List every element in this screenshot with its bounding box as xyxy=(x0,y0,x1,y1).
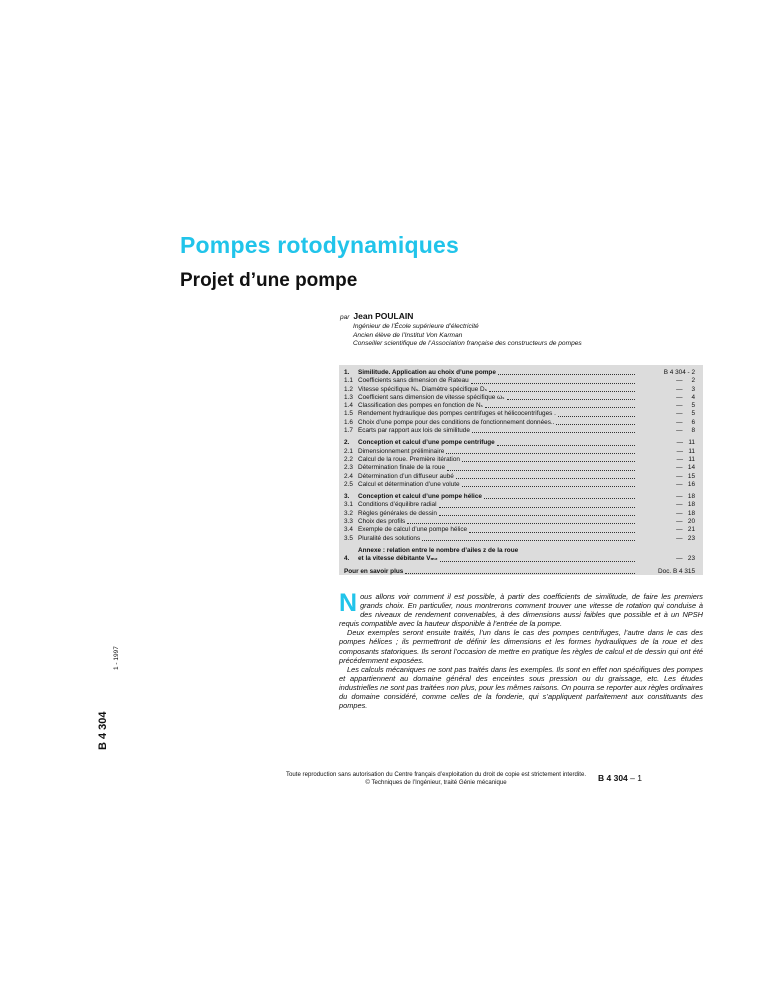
toc-entry[interactable] xyxy=(344,501,697,509)
toc-entry[interactable] xyxy=(344,568,697,576)
toc-entry[interactable] xyxy=(344,456,697,464)
toc-entry-title xyxy=(358,464,637,472)
toc-entry-title-line: Annexe : relation entre le nombre d’ailes z de la roue xyxy=(358,546,519,554)
toc-entry-page: — 3 xyxy=(676,385,695,393)
toc-entry-page: — 5 xyxy=(676,410,695,418)
toc-entry[interactable] xyxy=(344,410,697,418)
toc-entry-title xyxy=(358,402,637,410)
toc-entry-page: — 21 xyxy=(676,526,695,534)
toc-entry-number: 2.3 xyxy=(344,464,353,472)
intro-paragraph xyxy=(339,589,703,629)
toc-entry-number: 3.5 xyxy=(344,534,353,542)
toc-entry-page: — 18 xyxy=(676,493,695,501)
toc-entry-page: — 16 xyxy=(676,480,695,488)
toc-entry-label: Vitesse spécifique Nₛ. Diamètre spécifique Dₛ xyxy=(358,385,487,393)
toc-entry-page: — 20 xyxy=(676,518,695,526)
toc-entry-page: — 18 xyxy=(676,501,695,509)
drop-cap: N xyxy=(339,589,358,617)
author-credential: Conseiller scientifique de l’Association française des constructeurs de pompes xyxy=(353,340,582,348)
toc-entry-page: — 4 xyxy=(676,393,695,401)
toc-section xyxy=(344,547,697,564)
toc-entry-number: 2. xyxy=(344,439,350,447)
toc-entry-number: 3.3 xyxy=(344,518,353,526)
side-reference: B 4 304 xyxy=(97,711,109,750)
author-prefix: par xyxy=(340,314,350,321)
toc-entry-number: 1.1 xyxy=(344,377,353,385)
toc-entry[interactable] xyxy=(344,526,697,534)
toc-entry[interactable] xyxy=(344,369,697,377)
toc-entry-label: Coefficients sans dimension de Rateau xyxy=(358,377,469,385)
introduction xyxy=(339,589,703,711)
toc-entry-label: Règles générales de dessin xyxy=(358,509,437,517)
toc-entry-label: Pour en savoir plus xyxy=(344,567,404,575)
toc-entry[interactable] xyxy=(344,427,697,435)
author-line xyxy=(340,311,700,323)
author-block xyxy=(340,311,700,349)
toc-entry-label: Calcul et détermination d’une volute xyxy=(358,480,460,488)
toc-entry-title xyxy=(358,369,637,377)
toc-entry[interactable] xyxy=(344,386,697,394)
footer-line: Toute reproduction sans autorisation du Centre français d’exploitation du droit de copie est strictement interdite. xyxy=(285,771,587,778)
toc-entry[interactable] xyxy=(344,439,697,447)
toc-entry-page: — 18 xyxy=(676,509,695,517)
toc-entry-title xyxy=(358,473,637,481)
toc-entry-label: Coefficient sans dimension de vitesse spécifique ωₛ xyxy=(358,393,505,401)
author-credential: Ingénieur de l’École supérieure d’électricité xyxy=(353,323,479,330)
toc-entry-number: 1. xyxy=(344,369,350,376)
toc-entry-title xyxy=(358,535,637,543)
toc-entry-page: B 4 304 - 2 xyxy=(663,369,695,376)
toc-entry-label: Conception et calcul d’une pompe centrifuge xyxy=(358,439,495,447)
toc-entry-title xyxy=(358,501,637,509)
toc-entry-page: — 14 xyxy=(676,464,695,472)
toc-entry-label: Écarts par rapport aux lois de similitude xyxy=(358,427,470,435)
toc-entry-label: Exemple de calcul d’une pompe hélice xyxy=(358,526,468,534)
toc-entry-title xyxy=(358,427,637,435)
toc-entry-label: Détermination finale de la roue xyxy=(358,464,446,472)
toc-entry-number: 3.4 xyxy=(344,526,353,534)
toc-section xyxy=(344,369,697,435)
toc-entry-number: 1.6 xyxy=(344,418,353,426)
toc-entry-number: 1.4 xyxy=(344,402,353,410)
toc-entry-title xyxy=(358,448,637,456)
toc-entry-label: Pluralité des solutions xyxy=(358,534,421,542)
author-name: Jean POULAIN xyxy=(353,311,414,321)
toc-entry-title xyxy=(344,568,637,576)
toc-entry-title xyxy=(358,481,637,489)
toc-entry-number: 1.5 xyxy=(344,410,353,418)
toc-entry[interactable] xyxy=(344,535,697,543)
toc-entry-label: Conception et calcul d’une pompe hélice xyxy=(358,493,482,501)
toc-entry-title xyxy=(358,419,637,427)
toc-entry[interactable] xyxy=(344,510,697,518)
toc-entry-title-line: et la vitesse débitante Vₘ₂ xyxy=(358,555,438,563)
document-code: B 4 304 xyxy=(598,773,628,783)
document-subtitle: Projet d’une pompe xyxy=(180,270,358,291)
toc-entry-page: Doc. B 4 315 xyxy=(658,567,695,575)
toc-entry-number: 1.3 xyxy=(344,393,353,401)
toc-entry-number: 3. xyxy=(344,493,350,501)
toc-entry-label: Choix des profils xyxy=(358,518,406,526)
toc-entry-page: — 8 xyxy=(676,427,695,435)
toc-entry-title xyxy=(358,493,637,501)
toc-entry-title xyxy=(358,526,637,534)
toc-entry[interactable] xyxy=(344,377,697,385)
toc-entry[interactable] xyxy=(344,473,697,481)
toc-entry-page: — 11 xyxy=(676,455,695,463)
toc-entry[interactable] xyxy=(344,547,697,564)
toc-entry-page: — 15 xyxy=(676,472,695,480)
toc-entry-number: 2.1 xyxy=(344,447,353,455)
toc-entry-label: Choix d’une pompe pour des conditions de fonctionnement données.. xyxy=(358,418,555,426)
intro-paragraph: Les calculs mécaniques ne sont pas traités dans les exemples. Ils sont en effet non spécifiques des pompes et appartiennent au domaine général des enceintes sous pression ou du graissage, etc. Les études industrielles ne sont pas traitées non plus, pour les mêmes raisons. On pourra se reporter aux règles ordinaires du domaine considéré, comme celles de la fonderie, qui s’appliquent parfaitement aux constituants des pompes. xyxy=(339,664,703,711)
toc-entry-number: 4. xyxy=(344,555,350,563)
toc-entry-page: — 11 xyxy=(676,439,695,447)
side-date: 1 - 1997 xyxy=(113,646,120,670)
toc-entry-page: — 2 xyxy=(676,377,695,385)
toc-section xyxy=(344,493,697,543)
toc-entry-title xyxy=(358,410,637,418)
toc-entry-label: Conditions d’équilibre radial xyxy=(358,501,437,509)
toc-entry[interactable] xyxy=(344,419,697,427)
document-title: Pompes rotodynamiques xyxy=(180,232,459,258)
page-reference xyxy=(598,773,642,783)
toc-entry-number: 2.2 xyxy=(344,455,353,463)
toc-entry-label: Dimensionnement préliminaire xyxy=(358,447,445,455)
toc-entry-title xyxy=(358,518,637,526)
toc-section xyxy=(344,568,697,576)
author-credential: Ancien élève de l’Institut Von Karman xyxy=(353,331,463,339)
toc-entry-label: Calcul de la roue. Première itération xyxy=(358,455,460,463)
toc-entry[interactable] xyxy=(344,394,697,402)
toc-entry-label: Rendement hydraulique des pompes centrifuges et hélicocentrifuges . xyxy=(358,410,556,418)
page-number: – 1 xyxy=(627,773,642,783)
toc-entry-label: Détermination d’un diffuseur aubé xyxy=(358,472,454,480)
table-of-contents xyxy=(339,365,703,575)
toc-entry-number: 1.7 xyxy=(344,427,353,435)
intro-paragraph-text: ous allons voir comment il est possible, à partir des coefficients de similitude, de faire les premiers grands choix. En particulier, nous montrerons comment trouver une vitesse de rotation qui conduise à des niveaux de rendement convenables, à des dimensions aussi faibles que possible et à un NPSH requis compatible avec la hauteur disponible à l’entrée de la pompe. xyxy=(339,592,703,629)
intro-paragraph: Deux exemples seront ensuite traités, l’un dans le cas des pompes centrifuges, l’autre dans le cas des pompes hélices ; ils permettront de définir les dimensions et les formes hydrauliques de la roue et des composants statoriques. Ils seront l’occasion de mettre en pratique les règles de calcul et de dessin qui ont été précédemment exposées. xyxy=(339,628,703,665)
toc-entry-page: — 11 xyxy=(676,447,695,455)
toc-entry[interactable] xyxy=(344,493,697,501)
toc-entry-title xyxy=(358,456,637,464)
toc-entry[interactable] xyxy=(344,518,697,526)
toc-entry[interactable] xyxy=(344,448,697,456)
toc-entry-title xyxy=(358,394,637,402)
toc-entry[interactable] xyxy=(344,464,697,472)
toc-section xyxy=(344,439,697,489)
toc-entry-page: — 23 xyxy=(676,534,695,542)
toc-entry-title xyxy=(358,439,637,447)
toc-entry[interactable] xyxy=(344,402,697,410)
toc-entry-page: — 6 xyxy=(676,418,695,426)
toc-entry-number: 3.1 xyxy=(344,501,353,509)
footer-line: © Techniques de l’Ingénieur, traité Génie mécanique xyxy=(365,778,507,786)
toc-entry-title xyxy=(358,386,637,394)
toc-entry-label: Classification des pompes en fonction de Nₛ xyxy=(358,402,483,410)
toc-entry-number: 1.2 xyxy=(344,385,353,393)
toc-entry-title xyxy=(358,377,637,385)
toc-entry-number: 2.4 xyxy=(344,472,353,480)
toc-entry-number: 3.2 xyxy=(344,509,353,517)
toc-entry-title xyxy=(358,510,637,518)
toc-entry-number: 2.5 xyxy=(344,480,353,488)
toc-entry[interactable] xyxy=(344,481,697,489)
toc-entry-page: — 5 xyxy=(676,402,695,410)
toc-entry-label: Similitude. Application au choix d’une pompe xyxy=(358,369,496,376)
copyright-footer xyxy=(256,771,616,786)
toc-entry-page: — 23 xyxy=(676,555,695,563)
toc-entry-title xyxy=(358,547,637,564)
